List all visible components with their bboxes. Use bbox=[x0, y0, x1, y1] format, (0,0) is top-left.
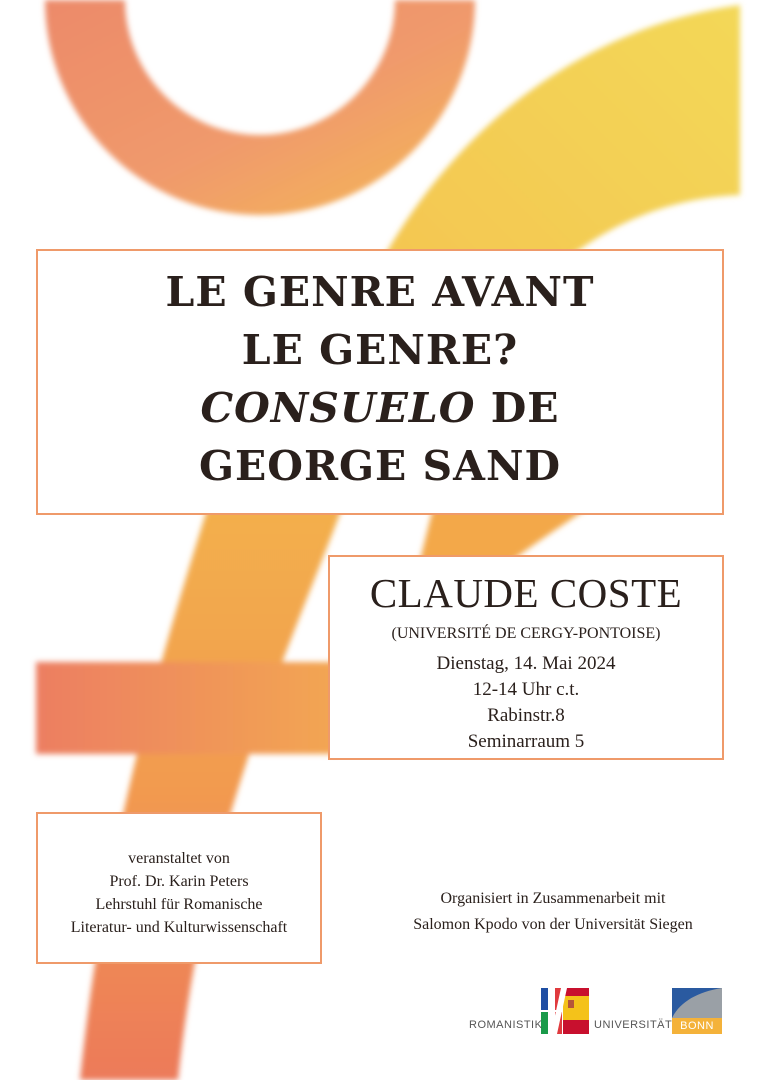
organizer-box bbox=[36, 812, 322, 964]
romanistik-label: ROMANISTIK bbox=[469, 1019, 543, 1031]
speaker-box bbox=[328, 555, 724, 760]
title-line-3 bbox=[38, 379, 722, 437]
speaker-name: CLAUDE COSTE bbox=[369, 570, 683, 616]
title-box bbox=[36, 249, 724, 515]
event-date: Dienstag, 14. Mai 2024 bbox=[436, 653, 616, 674]
cooperation-line-1: Organisiert in Zusammenarbeit mit bbox=[440, 890, 666, 907]
title-line-4: GEORGE SAND bbox=[198, 442, 562, 490]
title-work-italic: CONSUELO bbox=[200, 384, 476, 432]
title-line-2: LE GENRE? bbox=[241, 326, 519, 374]
university-bonn-logo bbox=[672, 988, 722, 1018]
organizer-chair-line-1: Lehrstuhl für Romanische bbox=[95, 896, 263, 913]
bonn-label: BONN bbox=[672, 1018, 722, 1034]
cooperation-line-2: Salomon Kpodo von der Universität Siegen bbox=[413, 916, 693, 933]
event-address: Rabinstr.8 bbox=[487, 705, 565, 726]
speaker-affiliation: (UNIVERSITÉ DE CERGY-PONTOISE) bbox=[391, 625, 661, 642]
organizer-person: Prof. Dr. Karin Peters bbox=[109, 873, 249, 890]
organizer-chair-line-2: Literatur- und Kulturwissenschaft bbox=[70, 919, 288, 936]
romanistik-flags-logo bbox=[541, 988, 589, 1034]
cooperation-text bbox=[378, 886, 728, 938]
organizer-intro: veranstaltet von bbox=[128, 850, 230, 867]
title-line-1: LE GENRE AVANT bbox=[165, 268, 595, 316]
event-time: 12-14 Uhr c.t. bbox=[472, 679, 580, 700]
title-line-3-rest: DE bbox=[475, 384, 560, 432]
event-room: Seminarraum 5 bbox=[467, 731, 585, 752]
university-label: UNIVERSITÄT bbox=[594, 1019, 673, 1031]
